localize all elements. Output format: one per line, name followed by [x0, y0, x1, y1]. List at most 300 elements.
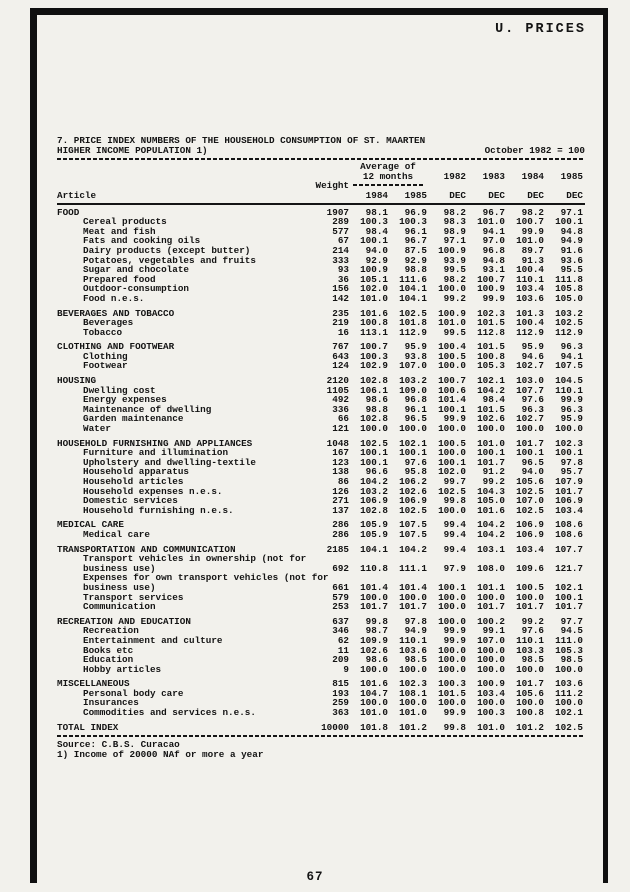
index-value-cell: 98.5: [404, 654, 427, 666]
index-value-cell: 99.9: [443, 413, 466, 425]
index-value-cell: 100.7: [477, 273, 505, 285]
table-title-line1: 7. PRICE INDEX NUMBERS OF THE HOUSEHOLD CONSUMPTION OF ST. MAARTEN: [57, 135, 426, 146]
index-value-cell: 106.2: [399, 476, 427, 487]
weight-cell: 16: [337, 326, 349, 338]
base-period-note: October 1982 = 100: [484, 144, 585, 156]
index-value-cell: 103.4: [516, 283, 544, 295]
index-value-cell: 101.0: [399, 707, 427, 719]
index-value-cell: 96.6: [365, 466, 388, 478]
index-value-cell: 101.8: [360, 721, 388, 733]
index-value-cell: 97.8: [560, 456, 583, 468]
dec-label-1985: DEC: [566, 189, 583, 201]
avg-underline: [353, 184, 423, 186]
index-value-cell: 97.6: [404, 456, 427, 468]
article-cell: MEDICAL CARE: [57, 519, 124, 531]
index-value-cell: 110.1: [516, 634, 544, 646]
index-value-cell: 100.8: [516, 707, 544, 719]
index-value-cell: 101.7: [360, 601, 388, 613]
index-value-cell: 107.0: [516, 495, 544, 507]
index-value-cell: 99.4: [443, 519, 466, 531]
index-value-cell: 100.0: [555, 423, 583, 435]
index-value-cell: 108.6: [555, 528, 583, 540]
avg-header-line1: Average of: [360, 161, 416, 173]
index-value-cell: 98.7: [365, 625, 388, 637]
avg-header-line2: 12 months: [362, 170, 414, 182]
index-value-cell: 99.1: [482, 625, 505, 637]
index-value-cell: 98.2: [443, 273, 466, 285]
article-cell: Garden maintenance: [83, 413, 184, 425]
index-value-cell: 100.0: [477, 663, 505, 675]
index-value-cell: 100.4: [516, 264, 544, 276]
weight-cell: 767: [332, 341, 349, 353]
weight-cell: 126: [332, 485, 349, 497]
index-value-cell: 99.9: [560, 394, 583, 406]
table-row: [57, 361, 585, 371]
section-header: U. PRICES: [495, 22, 586, 37]
index-value-cell: 109.9: [360, 634, 388, 646]
income-footnote: 1) Income of 20000 NAf or more a year: [57, 748, 264, 760]
index-value-cell: 103.3: [516, 644, 544, 656]
weight-cell: 577: [332, 225, 349, 237]
index-value-cell: 95.5: [560, 264, 583, 276]
index-value-cell: 101.4: [360, 581, 388, 593]
index-value-cell: 110.8: [360, 562, 388, 574]
weight-column-header: Weight: [315, 180, 349, 192]
weight-cell: 209: [332, 654, 349, 666]
index-value-cell: 101.6: [360, 678, 388, 690]
index-value-cell: 102.9: [360, 360, 388, 372]
index-value-cell: 108.6: [555, 519, 583, 531]
table-row: [57, 318, 585, 328]
index-value-cell: 94.5: [560, 625, 583, 637]
index-value-cell: 102.5: [360, 437, 388, 449]
index-value-cell: 100.0: [477, 654, 505, 666]
index-value-cell: 100.0: [360, 591, 388, 603]
index-value-cell: 100.1: [438, 403, 466, 415]
article-cell: Entertainment and culture: [83, 634, 223, 646]
index-value-cell: 104.1: [399, 292, 427, 304]
index-value-cell: 100.0: [477, 423, 505, 435]
index-value-cell: 102.5: [516, 485, 544, 497]
index-value-cell: 100.0: [477, 644, 505, 656]
dashed-divider-bottom: [57, 735, 585, 737]
index-value-cell: 100.0: [516, 591, 544, 603]
index-value-cell: 103.2: [360, 485, 388, 497]
index-value-cell: 102.6: [399, 485, 427, 497]
index-value-cell: 99.5: [443, 264, 466, 276]
index-value-cell: 104.2: [477, 519, 505, 531]
index-value-cell: 93.6: [560, 254, 583, 266]
article-cell: Footwear: [83, 360, 128, 372]
index-value-cell: 99.9: [443, 625, 466, 637]
index-value-cell: 105.6: [516, 687, 544, 699]
index-value-cell: 102.1: [555, 707, 583, 719]
index-value-cell: 100.0: [360, 423, 388, 435]
index-value-cell: 100.0: [399, 591, 427, 603]
weight-cell: 333: [332, 254, 349, 266]
index-value-cell: 101.1: [477, 581, 505, 593]
index-value-cell: 91.3: [521, 254, 544, 266]
table-row: [57, 414, 585, 424]
article-cell: Water: [83, 423, 111, 435]
article-cell: Sugar and chocolate: [83, 264, 190, 276]
index-value-cell: 100.0: [438, 654, 466, 666]
table-row: [57, 309, 585, 319]
index-value-cell: 103.6: [399, 644, 427, 656]
index-value-cell: 98.2: [521, 206, 544, 218]
index-value-cell: 109.0: [399, 384, 427, 396]
index-value-cell: 100.0: [438, 663, 466, 675]
index-value-cell: 100.0: [399, 697, 427, 709]
index-value-cell: 93.9: [443, 254, 466, 266]
article-cell: MISCELLANEOUS: [57, 678, 130, 690]
index-value-cell: 100.3: [360, 350, 388, 362]
dashed-divider-top: [57, 158, 585, 160]
index-value-cell: 99.2: [521, 615, 544, 627]
index-value-cell: 101.0: [516, 235, 544, 247]
table-row: [57, 294, 585, 304]
index-value-cell: 101.4: [399, 581, 427, 593]
index-value-cell: 100.0: [516, 697, 544, 709]
index-value-cell: 96.1: [404, 225, 427, 237]
index-value-cell: 99.8: [443, 495, 466, 507]
index-value-cell: 102.0: [438, 466, 466, 478]
index-value-cell: 99.8: [443, 721, 466, 733]
index-value-cell: 100.8: [477, 350, 505, 362]
table-row: [57, 602, 585, 612]
weight-cell: 66: [337, 413, 349, 425]
index-value-cell: 102.5: [438, 485, 466, 497]
weight-cell: 235: [332, 307, 349, 319]
index-value-cell: 100.1: [360, 235, 388, 247]
index-value-cell: 110.1: [516, 273, 544, 285]
dec-label-1984: DEC: [527, 189, 544, 201]
index-value-cell: 99.7: [443, 476, 466, 487]
index-value-cell: 100.9: [438, 244, 466, 256]
article-cell: TOTAL INDEX: [57, 721, 119, 733]
index-value-cell: 100.0: [438, 447, 466, 459]
index-value-cell: 100.5: [438, 437, 466, 449]
index-value-cell: 95.7: [560, 466, 583, 478]
index-value-cell: 100.1: [438, 456, 466, 468]
index-value-cell: 102.0: [360, 283, 388, 295]
index-value-cell: 102.8: [360, 504, 388, 516]
article-cell: Education: [83, 654, 134, 666]
article-cell: Household furnishing n.e.s.: [83, 504, 234, 516]
table-row: [57, 352, 585, 362]
index-value-cell: 101.5: [477, 403, 505, 415]
index-value-cell: 100.9: [438, 307, 466, 319]
index-value-cell: 99.5: [443, 326, 466, 338]
index-value-cell: 101.2: [399, 721, 427, 733]
index-value-cell: 103.4: [477, 687, 505, 699]
weight-cell: 2120: [326, 375, 349, 387]
index-value-cell: 112.9: [399, 326, 427, 338]
index-value-cell: 96.9: [404, 206, 427, 218]
index-value-cell: 94.8: [560, 225, 583, 237]
article-cell: Outdoor-consumption: [83, 283, 190, 295]
weight-cell: 637: [332, 615, 349, 627]
table-row: [57, 530, 585, 540]
index-value-cell: 102.5: [516, 504, 544, 516]
index-value-cell: 93.8: [404, 350, 427, 362]
index-value-cell: 100.0: [516, 423, 544, 435]
table-row: [57, 506, 585, 516]
index-value-cell: 96.1: [404, 403, 427, 415]
index-value-cell: 103.6: [555, 678, 583, 690]
index-value-cell: 99.2: [443, 292, 466, 304]
index-value-cell: 100.5: [438, 350, 466, 362]
article-cell: business use): [83, 562, 156, 574]
index-value-cell: 102.3: [399, 678, 427, 690]
article-cell: HOUSING: [57, 375, 97, 387]
index-value-cell: 109.6: [516, 562, 544, 574]
index-value-cell: 100.5: [516, 581, 544, 593]
index-value-cell: 100.1: [360, 456, 388, 468]
index-value-cell: 97.1: [560, 206, 583, 218]
index-value-cell: 101.0: [477, 721, 505, 733]
index-value-cell: 121.7: [555, 562, 583, 574]
index-value-cell: 98.2: [443, 206, 466, 218]
index-value-cell: 102.1: [477, 375, 505, 387]
index-value-cell: 111.2: [555, 687, 583, 699]
page-footer: [57, 740, 585, 759]
header-underline: [57, 203, 585, 205]
index-value-cell: 101.6: [360, 307, 388, 319]
index-value-cell: 100.1: [360, 447, 388, 459]
index-value-cell: 101.2: [516, 721, 544, 733]
index-value-cell: 101.0: [360, 707, 388, 719]
index-value-cell: 94.8: [482, 254, 505, 266]
index-value-cell: 101.8: [399, 317, 427, 329]
weight-cell: 492: [332, 394, 349, 406]
index-value-cell: 98.1: [365, 206, 388, 218]
article-cell: HOUSEHOLD FURNISHING AND APPLIANCES: [57, 437, 253, 449]
index-value-cell: 96.7: [404, 235, 427, 247]
weight-cell: 1907: [326, 206, 349, 218]
index-value-cell: 104.7: [360, 687, 388, 699]
index-value-cell: 100.0: [477, 697, 505, 709]
weight-cell: 167: [332, 447, 349, 459]
year-header-1985: 1985: [560, 170, 583, 182]
index-value-cell: 106.9: [360, 495, 388, 507]
index-value-cell: 100.1: [555, 591, 583, 603]
weight-cell: 123: [332, 456, 349, 468]
index-value-cell: 100.0: [438, 360, 466, 372]
index-value-cell: 100.1: [438, 581, 466, 593]
index-value-cell: 98.5: [560, 654, 583, 666]
index-value-cell: 100.0: [438, 591, 466, 603]
article-cell: Dwelling cost: [83, 384, 156, 396]
weight-cell: 286: [332, 519, 349, 531]
index-value-cell: 103.2: [555, 307, 583, 319]
index-value-cell: 107.0: [477, 634, 505, 646]
index-value-cell: 100.0: [438, 697, 466, 709]
index-value-cell: 94.0: [521, 466, 544, 478]
index-value-cell: 92.9: [365, 254, 388, 266]
index-value-cell: 100.9: [360, 264, 388, 276]
article-cell: Potatoes, vegetables and fruits: [83, 254, 256, 266]
index-value-cell: 98.8: [404, 264, 427, 276]
index-value-cell: 101.7: [555, 485, 583, 497]
index-value-cell: 107.9: [555, 476, 583, 487]
index-value-cell: 104.1: [399, 283, 427, 295]
index-value-cell: 96.5: [521, 456, 544, 468]
table-title-block: [57, 136, 585, 155]
article-cell: FOOD: [57, 206, 80, 218]
article-cell: business use): [83, 581, 156, 593]
index-value-cell: 100.1: [516, 447, 544, 459]
index-value-cell: 102.5: [555, 721, 583, 733]
article-cell: Medical care: [83, 528, 150, 540]
article-cell: Maintenance of dwelling: [83, 403, 212, 415]
index-value-cell: 107.5: [555, 360, 583, 372]
index-value-cell: 106.9: [516, 519, 544, 531]
article-cell: Transport services: [83, 591, 184, 603]
table-row: [57, 328, 585, 338]
index-value-cell: 105.8: [555, 283, 583, 295]
weight-cell: 67: [337, 235, 349, 247]
index-value-cell: 105.6: [516, 476, 544, 487]
index-value-cell: 96.5: [404, 413, 427, 425]
index-value-cell: 96.8: [404, 394, 427, 406]
article-cell: Commodities and services n.e.s.: [83, 707, 256, 719]
index-value-cell: 100.0: [438, 423, 466, 435]
weight-cell: 363: [332, 707, 349, 719]
index-value-cell: 94.6: [521, 350, 544, 362]
index-value-cell: 102.8: [360, 413, 388, 425]
weight-cell: 121: [332, 423, 349, 435]
index-value-cell: 97.6: [521, 625, 544, 637]
index-value-cell: 102.7: [516, 360, 544, 372]
table-row: [57, 424, 585, 434]
year-header-1984: 1984: [521, 170, 544, 182]
index-value-cell: 101.4: [438, 394, 466, 406]
weight-cell: 214: [332, 244, 349, 256]
index-value-cell: 101.7: [477, 456, 505, 468]
index-value-cell: 104.2: [360, 476, 388, 487]
article-cell: Upholstery and dwelling-textile: [83, 456, 256, 468]
index-value-cell: 100.0: [399, 423, 427, 435]
article-cell: Hobby articles: [83, 663, 162, 675]
weight-cell: 643: [332, 350, 349, 362]
article-cell: Clothing: [83, 350, 128, 362]
index-value-cell: 100.3: [399, 216, 427, 228]
index-value-cell: 103.6: [516, 292, 544, 304]
table-body: [57, 208, 585, 733]
index-value-cell: 99.9: [443, 634, 466, 646]
index-value-cell: 94.9: [404, 625, 427, 637]
index-value-cell: 100.6: [438, 384, 466, 396]
source-note: Source: C.B.S. Curacao: [57, 739, 180, 751]
index-value-cell: 87.5: [404, 244, 427, 256]
index-value-cell: 100.3: [360, 216, 388, 228]
table-row: [57, 636, 585, 646]
table-title-line2: HIGHER INCOME POPULATION 1): [57, 144, 208, 156]
index-value-cell: 100.0: [438, 644, 466, 656]
article-cell: Recreation: [83, 625, 139, 637]
weight-cell: 2185: [326, 543, 349, 555]
index-value-cell: 112.9: [516, 326, 544, 338]
index-value-cell: 102.1: [399, 437, 427, 449]
index-value-cell: 106.9: [555, 495, 583, 507]
article-cell: BEVERAGES AND TOBACCO: [57, 307, 175, 319]
article-cell: CLOTHING AND FOOTWEAR: [57, 341, 175, 353]
index-value-cell: 101.3: [516, 307, 544, 319]
article-cell: Household apparatus: [83, 466, 190, 478]
index-value-cell: 107.5: [399, 519, 427, 531]
index-value-cell: 101.0: [477, 216, 505, 228]
article-cell: Tobacco: [83, 326, 123, 338]
index-value-cell: 107.7: [555, 543, 583, 555]
index-value-cell: 100.0: [438, 601, 466, 613]
article-cell: Domestic services: [83, 495, 178, 507]
index-value-cell: 98.4: [482, 394, 505, 406]
index-value-cell: 108.1: [399, 687, 427, 699]
index-value-cell: 100.0: [477, 591, 505, 603]
article-cell: Expenses for own transport vehicles (not for: [83, 572, 329, 584]
avg-year-1984: 1984: [365, 189, 388, 201]
weight-cell: 11: [337, 644, 349, 656]
index-value-cell: 113.1: [360, 326, 388, 338]
index-value-cell: 98.6: [365, 654, 388, 666]
weight-cell: 156: [332, 283, 349, 295]
article-cell: Meat and fish: [83, 225, 156, 237]
index-value-cell: 94.0: [365, 244, 388, 256]
index-value-cell: 101.0: [477, 437, 505, 449]
article-cell: Personal body care: [83, 687, 184, 699]
index-value-cell: 103.0: [516, 375, 544, 387]
index-value-cell: 97.7: [560, 615, 583, 627]
index-value-cell: 102.7: [516, 413, 544, 425]
weight-cell: 142: [332, 292, 349, 304]
year-header-1982: 1982: [443, 170, 466, 182]
article-cell: Food n.e.s.: [83, 292, 145, 304]
weight-cell: 10000: [321, 721, 349, 733]
index-value-cell: 112.8: [477, 326, 505, 338]
index-value-cell: 98.6: [365, 394, 388, 406]
year-header-1983: 1983: [482, 170, 505, 182]
article-cell: Furniture and illumination: [83, 447, 229, 459]
index-value-cell: 98.5: [521, 654, 544, 666]
index-value-cell: 101.5: [438, 687, 466, 699]
weight-cell: 93: [337, 264, 349, 276]
index-value-cell: 97.1: [443, 235, 466, 247]
index-value-cell: 102.5: [555, 317, 583, 329]
index-value-cell: 111.1: [399, 562, 427, 574]
article-cell: Household articles: [83, 476, 184, 487]
index-value-cell: 99.9: [482, 292, 505, 304]
index-value-cell: 92.9: [404, 254, 427, 266]
index-value-cell: 104.2: [399, 543, 427, 555]
index-value-cell: 96.3: [560, 403, 583, 415]
weight-cell: 1048: [326, 437, 349, 449]
article-cell: Prepared food: [83, 273, 156, 285]
table-row: [57, 708, 585, 718]
article-cell: RECREATION AND EDUCATION: [57, 615, 191, 627]
index-value-cell: 100.1: [555, 447, 583, 459]
article-cell: TRANSPORTATION AND COMMUNICATION: [57, 543, 236, 555]
index-value-cell: 106.9: [399, 495, 427, 507]
index-value-cell: 100.3: [477, 707, 505, 719]
index-value-cell: 98.8: [365, 403, 388, 415]
index-value-cell: 101.5: [477, 341, 505, 353]
article-cell: Household expenses n.e.s.: [83, 485, 223, 497]
table-row: [57, 665, 585, 675]
index-value-cell: 89.7: [521, 244, 544, 256]
index-value-cell: 100.0: [555, 663, 583, 675]
weight-cell: 137: [332, 504, 349, 516]
